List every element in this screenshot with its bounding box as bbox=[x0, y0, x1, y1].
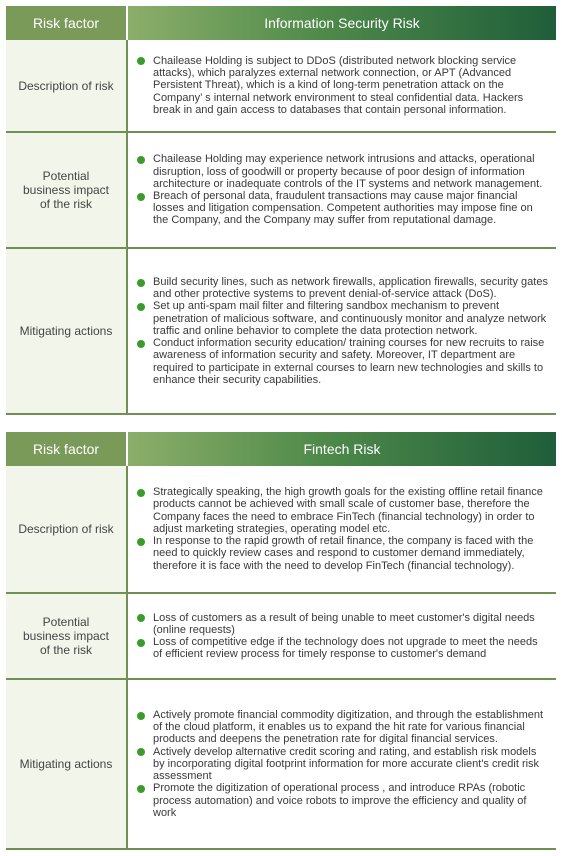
bullet-dot-icon bbox=[137, 639, 145, 647]
content-cell bbox=[127, 466, 556, 593]
list-item: Actively develop alternative credit scoring and rating, and establish risk models by incorporating digital footprint information for more accurate client's credit risk assessment bbox=[137, 746, 548, 783]
bullet-dot-icon bbox=[137, 538, 145, 546]
factor-cell bbox=[6, 40, 127, 132]
factor-cell bbox=[6, 466, 127, 593]
table-row bbox=[6, 679, 556, 849]
list-item: Strategically speaking, the high growth goals for the existing offline retail finance products cannot be achieved with small scale of customer base, therefore the Company faces the need to embrace FinTech (financial technology) in order to adjust marketing strategies, operating model etc. bbox=[137, 486, 548, 535]
bullet-dot-icon bbox=[137, 614, 145, 622]
list-item: Breach of personal data, fraudulent transactions may cause major financial losses and litigation compensation. Competent authorities may impose fine on the Company, and the Company may suffer from reputational damage. bbox=[137, 190, 548, 227]
table-row bbox=[6, 466, 556, 593]
list-item: In response to the rapid growth of retail finance, the company is faced with the need to quickly review cases and respond to customer demand immediately, therefore it is face with the need to develop FinTech (financial technology). bbox=[137, 535, 548, 572]
factor-label: Potential business impact of the risk bbox=[22, 615, 110, 657]
table-row bbox=[6, 40, 556, 132]
bullet-dot-icon bbox=[137, 785, 145, 793]
content-cell bbox=[127, 248, 556, 414]
bullet-dot-icon bbox=[137, 193, 145, 201]
table-row bbox=[6, 593, 556, 679]
list-item: Chailease Holding may experience network intrusions and attacks, operational disruption, loss of goodwill or property because of poor design of information architecture or inadequate controls of the IT systems and network management. bbox=[137, 153, 548, 190]
list-item: Actively promote financial commodity digitization, and through the establishment of the cloud platform, it enables us to expand the hit rate for various financial products and deepens the penetration rate for digital financial services. bbox=[137, 709, 548, 746]
bullet-list bbox=[128, 55, 556, 116]
list-item: Set up anti-spam mail filter and filtering sandbox mechanism to prevent penetration of malicious software, and continuously monitor and analyze network traffic and online behavior to complete the data protection network. bbox=[137, 300, 548, 337]
list-item: Loss of competitive edge if the technology does not upgrade to meet the needs of efficient review process for timely response to customer's demand bbox=[137, 636, 548, 660]
bullet-list bbox=[128, 612, 556, 661]
factor-cell bbox=[6, 248, 127, 414]
bullet-list bbox=[128, 486, 556, 571]
risk-title-header: Fintech Risk bbox=[127, 432, 556, 466]
content-cell bbox=[127, 40, 556, 132]
list-item: Build security lines, such as network firewalls, application firewalls, security gates and other protective systems to prevent denial-of-service attack (DoS). bbox=[137, 276, 548, 300]
list-item: Chailease Holding is subject to DDoS (distributed network blocking service attacks), which paralyzes external network connection, or APT (Advanced Persistent Threat), which is a kind of long-term penetration attack on the Company’ s internal network environment to steal confidential data. Hackers break in and gain access to databases that contain personal information. bbox=[137, 55, 548, 116]
factor-label: Mitigating actions bbox=[19, 757, 113, 771]
information-security-risk-table bbox=[6, 6, 556, 415]
risk-factor-header: Risk factor bbox=[6, 432, 127, 466]
list-item: Loss of customers as a result of being unable to meet customer's digital needs (online requests) bbox=[137, 612, 548, 636]
bullet-list bbox=[128, 153, 556, 226]
content-cell bbox=[127, 132, 556, 248]
factor-label: Description of risk bbox=[18, 522, 114, 536]
factor-cell bbox=[6, 593, 127, 679]
factor-label: Potential business impact of the risk bbox=[22, 169, 110, 211]
risk-factor-header: Risk factor bbox=[6, 6, 127, 40]
factor-label: Description of risk bbox=[18, 78, 114, 93]
table-header-row bbox=[6, 6, 556, 40]
table-header-row bbox=[6, 432, 556, 466]
bullet-dot-icon bbox=[137, 340, 145, 348]
bullet-dot-icon bbox=[137, 279, 145, 287]
bullet-dot-icon bbox=[137, 489, 145, 497]
content-cell bbox=[127, 593, 556, 679]
bullet-dot-icon bbox=[137, 156, 145, 164]
bullet-dot-icon bbox=[137, 748, 145, 756]
bullet-dot-icon bbox=[137, 57, 145, 65]
fintech-risk-table bbox=[6, 432, 556, 850]
table-row bbox=[6, 132, 556, 248]
risk-title-header: Information Security Risk bbox=[127, 6, 556, 40]
bullet-dot-icon bbox=[137, 303, 145, 311]
content-cell bbox=[127, 679, 556, 849]
bullet-list bbox=[128, 709, 556, 819]
factor-label: Mitigating actions bbox=[19, 324, 113, 338]
table-row bbox=[6, 248, 556, 414]
factor-cell bbox=[6, 132, 127, 248]
list-item: Promote the digitization of operational process , and introduce RPAs (robotic process automation) and voice robots to improve the efficiency and quality of work bbox=[137, 782, 548, 819]
bullet-list bbox=[128, 276, 556, 386]
factor-cell bbox=[6, 679, 127, 849]
list-item: Conduct information security education/ training courses for new recruits to raise awareness of information security and safety. Moreover, IT department are required to participate in external courses to learn new technologies and skills to enhance their security capabilities. bbox=[137, 337, 548, 386]
bullet-dot-icon bbox=[137, 712, 145, 720]
